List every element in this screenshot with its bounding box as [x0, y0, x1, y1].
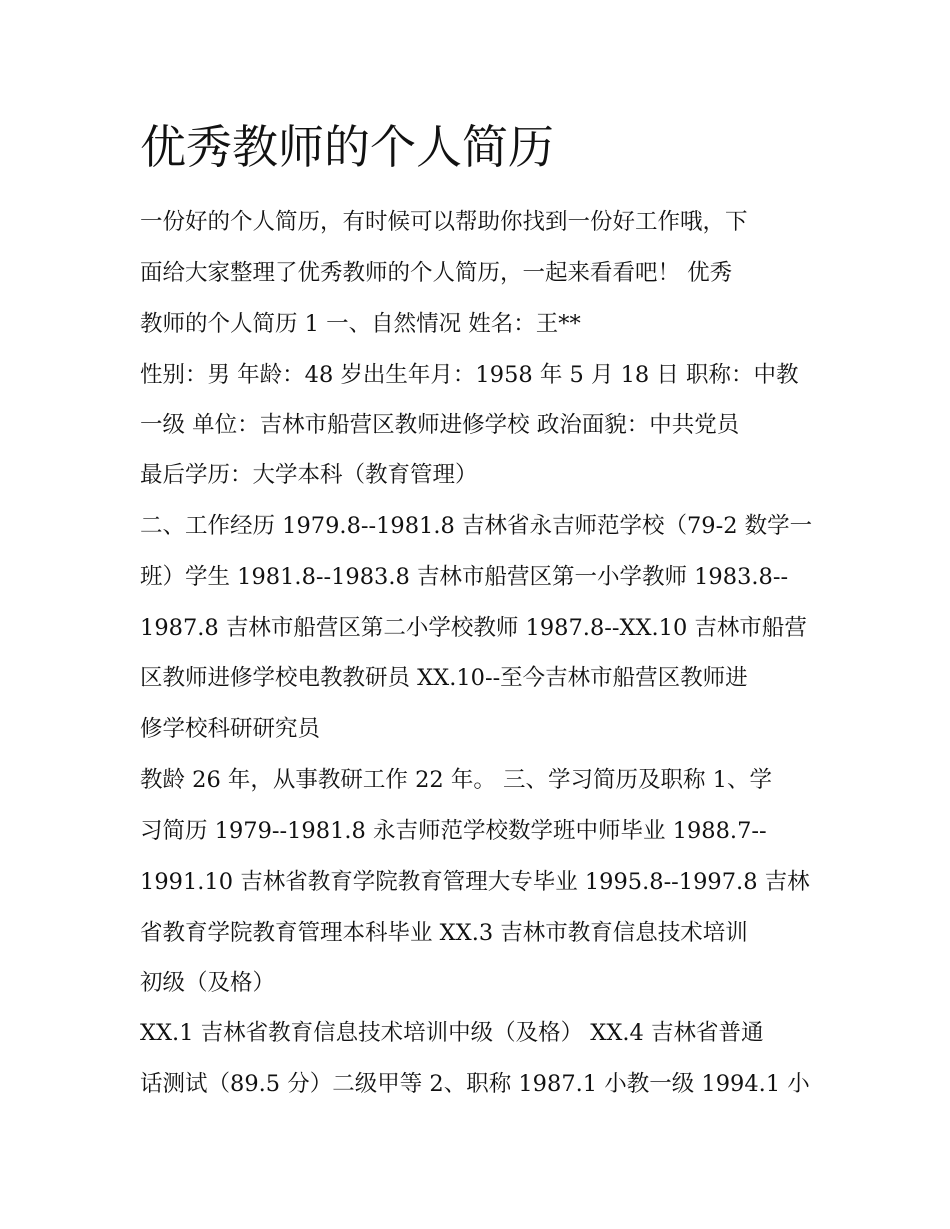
document-title: 优秀教师的个人简历 — [140, 120, 554, 174]
paragraph-line: 性别：男 年龄：48 岁出生年月：1958 年 5 月 18 日 职称：中教 — [140, 362, 799, 388]
paragraph-line: 面给大家整理了优秀教师的个人简历，一起来看看吧！ 优秀 — [140, 260, 733, 286]
paragraph-line: 教师的个人简历 1 一、自然情况 姓名：王** — [140, 311, 581, 337]
paragraph-line: 省教育学院教育管理本科毕业 XX.3 吉林市教育信息技术培训 — [140, 920, 748, 946]
paragraph-line: 一级 单位：吉林市船营区教师进修学校 政治面貌：中共党员 — [140, 412, 740, 438]
paragraph-line: 话测试（89.5 分）二级甲等 2、职称 1987.1 小教一级 1994.1 小 — [140, 1071, 810, 1097]
paragraph-line: 修学校科研研究员 — [140, 716, 321, 742]
paragraph-line: 习简历 1979--1981.8 永吉师范学校数学班中师毕业 1988.7-- — [140, 818, 767, 844]
paragraph-line: 一份好的个人简历，有时候可以帮助你找到一份好工作哦，下 — [140, 209, 748, 235]
paragraph-line: 1987.8 吉林市船营区第二小学校教师 1987.8--XX.10 吉林市船营 — [140, 615, 807, 641]
paragraph-line: 教龄 26 年，从事教研工作 22 年。 三、学习简历及职称 1、学 — [140, 767, 772, 793]
paragraph-line: 1991.10 吉林省教育学院教育管理大专毕业 1995.8--1997.8 吉林 — [140, 869, 810, 895]
paragraph-line: 班）学生 1981.8--1983.8 吉林市船营区第一小学教师 1983.8-- — [140, 564, 789, 590]
paragraph-line: XX.1 吉林省教育信息技术培训中级（及格） XX.4 吉林省普通 — [140, 1020, 764, 1046]
paragraph-line: 初级（及格） — [140, 970, 276, 996]
paragraph-line: 区教师进修学校电教教研员 XX.10--至今吉林市船营区教师进 — [140, 665, 748, 691]
paragraph-line: 最后学历：大学本科（教育管理） — [140, 462, 478, 488]
paragraph-line: 二、工作经历 1979.8--1981.8 吉林省永吉师范学校（79-2 数学一 — [140, 513, 813, 539]
